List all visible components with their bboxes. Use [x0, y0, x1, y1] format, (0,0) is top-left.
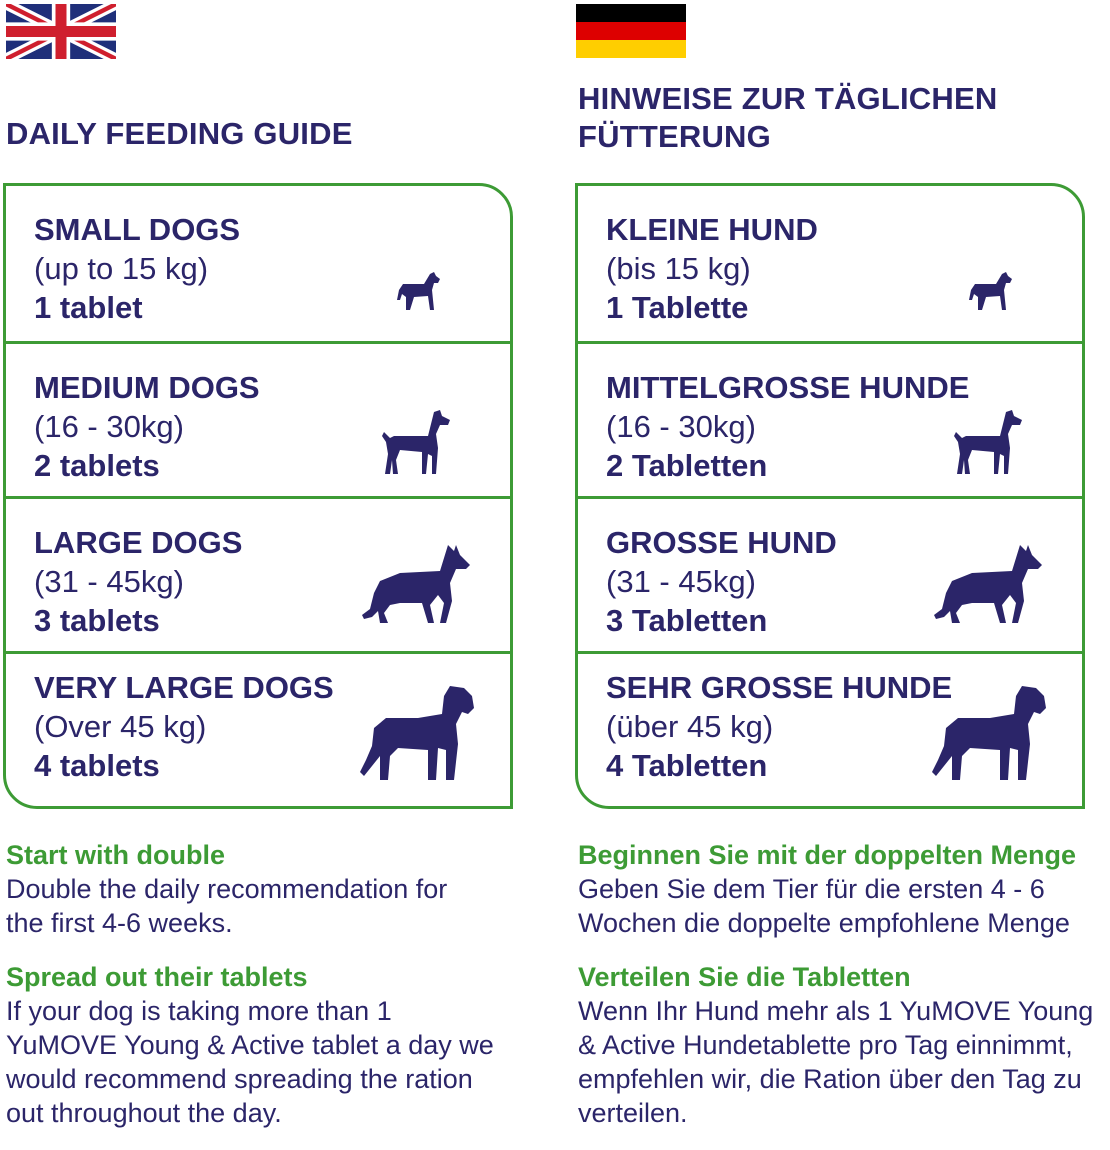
english-column	[0, 0, 540, 1134]
table-row	[6, 186, 510, 341]
page-title	[578, 80, 1110, 156]
row-weight-label: (up to 15 kg)	[34, 251, 209, 286]
row-dose-label: 3 tablets	[34, 603, 160, 638]
tip-line: Geben Sie dem Tier für die ersten 4 - 6	[578, 874, 1045, 904]
table-row	[6, 651, 510, 806]
table-row	[578, 651, 1082, 806]
page-title: DAILY FEEDING GUIDE	[6, 116, 353, 151]
medium-dog-icon	[952, 408, 1026, 478]
tip-line: Double the daily recommendation for	[6, 874, 448, 904]
tip-line: Wenn Ihr Hund mehr als 1 YuMOVE Young	[578, 996, 1094, 1026]
row-size-label: LARGE DOGS	[34, 525, 243, 560]
tip-line: Wochen die doppelte empfohlene Menge	[578, 908, 1070, 938]
tip-line: the first 4-6 weeks.	[6, 908, 233, 938]
large-dog-icon	[932, 543, 1046, 627]
germany-flag-icon	[576, 4, 686, 63]
tip-line: out throughout the day.	[6, 1098, 282, 1128]
feeding-table	[3, 183, 513, 809]
row-size-label: MITTELGROSSE HUNDE	[606, 370, 970, 405]
tip-line: would recommend spreading the ration	[6, 1064, 473, 1094]
small-dog-icon	[966, 270, 1014, 314]
medium-dog-icon	[380, 408, 454, 478]
tip-body	[578, 872, 1110, 940]
feeding-table	[575, 183, 1085, 809]
row-size-label: MEDIUM DOGS	[34, 370, 260, 405]
row-dose-label: 4 Tabletten	[606, 748, 768, 783]
row-weight-label: (Over 45 kg)	[34, 709, 207, 744]
uk-flag-icon	[6, 4, 116, 64]
tip-line: YuMOVE Young & Active tablet a day we	[6, 1030, 494, 1060]
tip-body	[578, 994, 1110, 1130]
german-column	[572, 0, 1110, 1134]
tips-section	[6, 838, 546, 1150]
row-weight-label: (31 - 45kg)	[606, 564, 756, 599]
row-weight-label: (16 - 30kg)	[606, 409, 756, 444]
table-row	[578, 186, 1082, 341]
page-title-line: HINWEISE ZUR TÄGLICHEN	[578, 81, 998, 116]
row-size-label: GROSSE HUND	[606, 525, 837, 560]
small-dog-icon	[394, 270, 442, 314]
row-dose-label: 1 tablet	[34, 290, 143, 325]
row-size-label: SMALL DOGS	[34, 212, 241, 247]
tip-heading: Verteilen Sie die Tabletten	[578, 962, 911, 992]
tip-line: verteilen.	[578, 1098, 688, 1128]
tip-heading: Spread out their tablets	[6, 962, 308, 992]
row-dose-label: 4 tablets	[34, 748, 160, 783]
row-dose-label: 2 tablets	[34, 448, 160, 483]
tip-body	[6, 994, 546, 1130]
table-row	[6, 341, 510, 496]
row-dose-label: 1 Tablette	[606, 290, 749, 325]
tip-line: If your dog is taking more than 1	[6, 996, 392, 1026]
tip-line: & Active Hundetablette pro Tag einnimmt,	[578, 1030, 1073, 1060]
row-dose-label: 3 Tabletten	[606, 603, 768, 638]
row-weight-label: (16 - 30kg)	[34, 409, 184, 444]
tip-body	[6, 872, 546, 940]
very-large-dog-icon	[358, 684, 478, 784]
tip-line: empfehlen wir, die Ration über den Tag zu	[578, 1064, 1082, 1094]
row-weight-label: (bis 15 kg)	[606, 251, 751, 286]
large-dog-icon	[360, 543, 474, 627]
row-weight-label: (über 45 kg)	[606, 709, 774, 744]
row-weight-label: (31 - 45kg)	[34, 564, 184, 599]
table-row	[6, 496, 510, 651]
tip-heading: Start with double	[6, 840, 225, 870]
tips-section	[578, 838, 1110, 1150]
row-size-label: VERY LARGE DOGS	[34, 670, 334, 705]
row-size-label: SEHR GROSSE HUNDE	[606, 670, 953, 705]
very-large-dog-icon	[930, 684, 1050, 784]
table-row	[578, 496, 1082, 651]
page-title-line: FÜTTERUNG	[578, 119, 771, 154]
row-size-label: KLEINE HUND	[606, 212, 818, 247]
table-row	[578, 341, 1082, 496]
row-dose-label: 2 Tabletten	[606, 448, 768, 483]
tip-heading: Beginnen Sie mit der doppelten Menge	[578, 840, 1077, 870]
